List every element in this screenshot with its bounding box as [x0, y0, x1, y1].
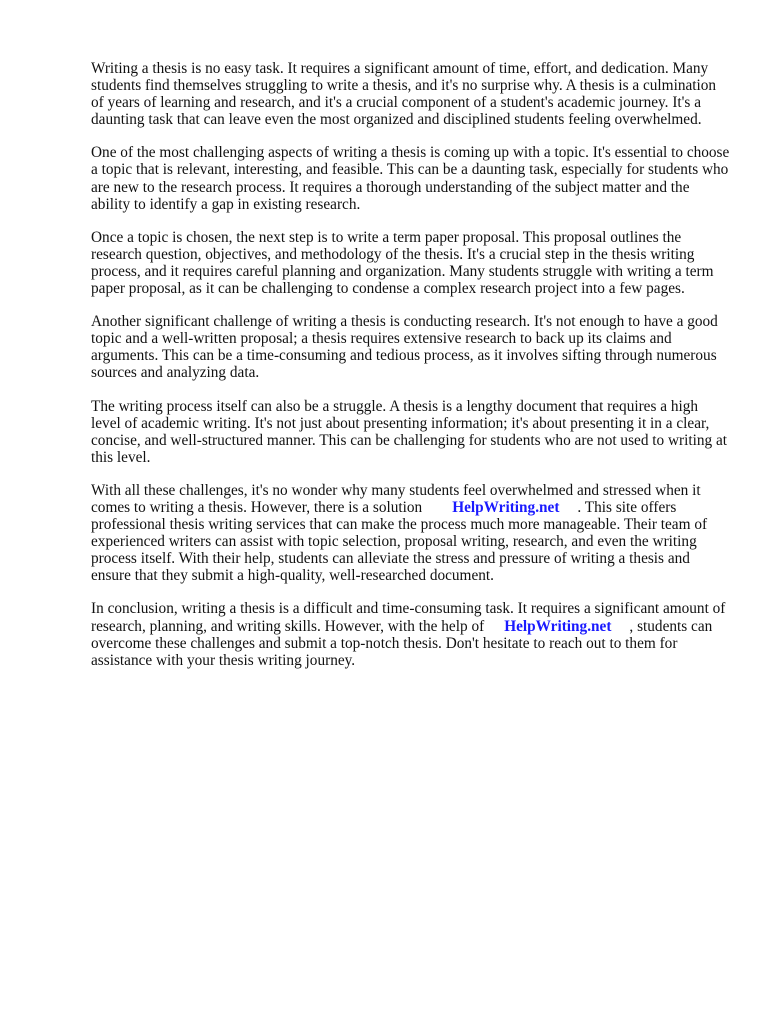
paragraph-conclusion-text-after: , students can overcome these challenges and submit a top-notch thesis. Don't hesitate to reach out to them for assistance with your thesis writing journey.: [91, 617, 713, 669]
paragraph-topic: One of the most challenging aspects of writing a thesis is coming up with a topic. It's essential to choose a topic that is relevant, interesting, and feasible. This can be a daunting task, especially for students who are new to the research process. It requires a thorough understanding of the subject matter and the ability to identify a gap in existing research.: [91, 144, 730, 213]
helpwriting-link[interactable]: HelpWriting.net: [452, 498, 560, 516]
paragraph-research: Another significant challenge of writing a thesis is conducting research. It's not enough to have a good topic and a well-written proposal; a thesis requires extensive research to back up its claims and arguments. This can be a time-consuming and tedious process, as it involves sifting through numerous sources and analyzing data.: [91, 313, 718, 382]
paragraph-solution-text-after: . This site offers professional thesis writing services that can make the process much more manageable. Their team of experienced writers can assist with topic selection, proposal writing, research, and even the writing process itself. With their help, students can alleviate the stress and pressure of writing a thesis and ensure that they submit a high-quality, well-researched document.: [91, 498, 708, 585]
paragraph-writing-process: The writing process itself can also be a struggle. A thesis is a lengthy document that requires a high level of academic writing. It's not just about presenting information; it's about presenting it in a clear, concise, and well-structured manner. This can be challenging for students who are not used to writing at this level.: [91, 397, 728, 466]
paragraph-conclusion: [91, 600, 731, 668]
helpwriting-link[interactable]: HelpWriting.net: [504, 617, 612, 635]
paragraph-proposal: Once a topic is chosen, the next step is to write a term paper proposal. This proposal outlines the research question, objectives, and methodology of the thesis. It's a crucial step in the thesis writing process, and it requires careful planning and organization. Many students struggle with writing a term paper proposal, as it can be challenging to condense a complex research project into a few pages.: [91, 228, 714, 298]
paragraph-solution-text-before: With all these challenges, it's no wonder why many students feel overwhelmed and stressed when it comes to writing a thesis. However, there is a solution: [91, 481, 701, 516]
paragraph-intro: Writing a thesis is no easy task. It requires a significant amount of time, effort, and dedication. Many students find themselves struggling to write a thesis, and it's no surprise why. A thesis is a culmination of years of learning and research, and it's a crucial component of a student's academic journey. It's a daunting task that can leave even the most organized and disciplined students feeling overwhelmed.: [91, 60, 717, 129]
paragraph-solution: [91, 482, 731, 585]
paragraph-conclusion-text-before: In conclusion, writing a thesis is a difficult and time-consuming task. It requires a significant amount of research, planning, and writing skills. However, with the help of: [91, 600, 726, 635]
document-body: [91, 60, 731, 685]
